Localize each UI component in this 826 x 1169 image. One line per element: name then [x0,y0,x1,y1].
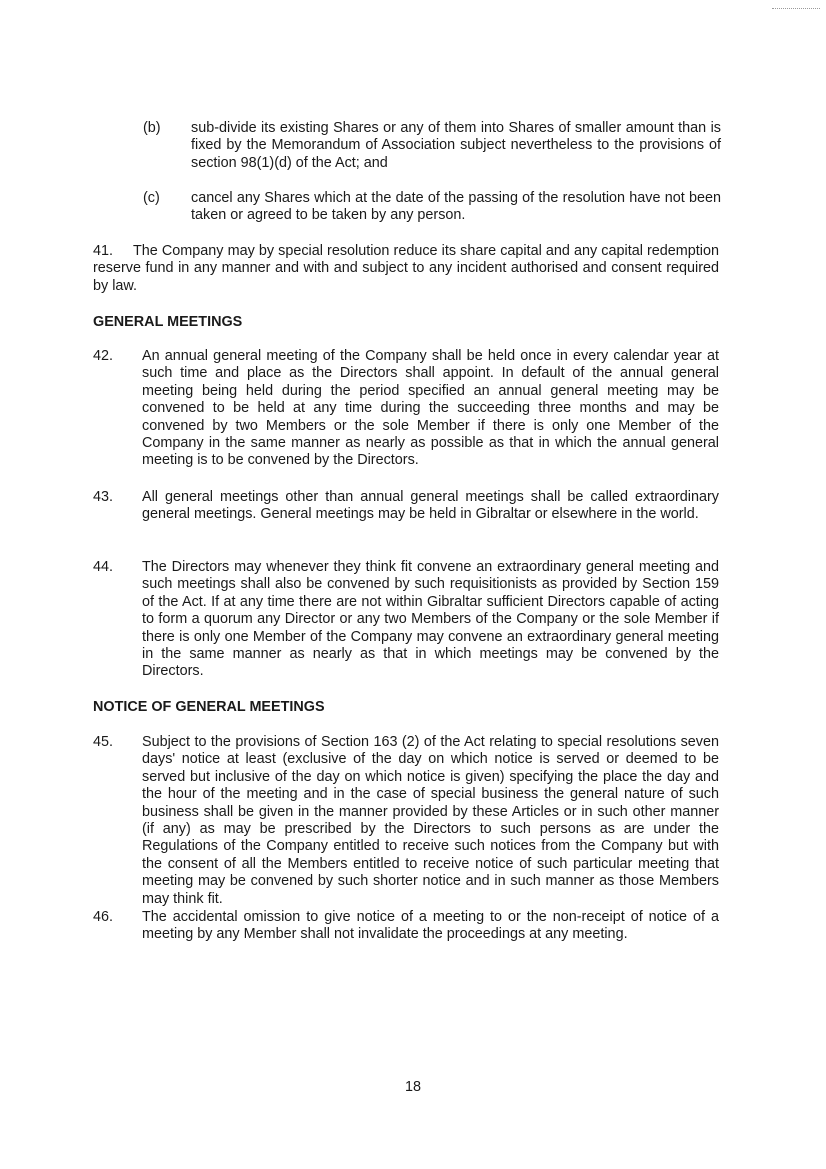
article-text: An annual general meeting of the Company shall be held once in every calendar year at such time and place as the Directors shall appoint. In default of the annual general meeting being held during the period specified an annual general meeting may be convened to be held at any time during the succeeding three months and may be convened by two Members or the sole Member if there is only one Member of the Company in the same manner as nearly as possible as that in which the annual general meeting is to be convened by the Directors. [142,348,719,469]
subclause-c [143,190,721,225]
page-number: 18 [404,1079,421,1095]
scan-corner-mark [772,8,820,9]
subclause-marker: (c) [143,190,160,206]
article-text: The Directors may whenever they think fit convene an extraordinary general meeting and such meetings shall also be convened by such requisitionists as provided by Section 159 of the Act. If at any time there are not within Gibraltar sufficient Directors capable of acting to form a quorum any Director or any two Members of the Company or the sole Member if there is only one Member of the Company may convene an extraordinary general meeting in the same manner as nearly as that in which meetings may be convened by the Directors. [142,559,719,680]
article-text: All general meetings other than annual general meetings shall be called extraordinary general meetings. General meetings may be held in Gibraltar or elsewhere in the world. [142,489,719,523]
article-44 [93,559,719,681]
article-number: 44. [93,559,114,575]
article-42 [93,348,719,470]
subclause-marker: (b) [143,120,161,136]
section-heading-notice-of-general-meetings: NOTICE OF GENERAL MEETINGS [93,699,325,715]
article-41 [93,243,719,295]
subclause-text: sub-divide its existing Shares or any of them into Shares of smaller amount than is fixed by the Memorandum of Association subject nevertheless to the provisions of section 98(1)(d) of the Act; and [191,120,721,171]
article-number: 42. [93,348,114,364]
article-text: The Company may by special resolution reduce its share capital and any capital redemption reserve fund in any manner and with and subject to any incident authorised and consent required by law. [93,243,719,294]
article-46 [93,909,719,944]
article-text: The accidental omission to give notice of a meeting to or the non-receipt of notice of a meeting by any Member shall not invalidate the proceedings at any meeting. [142,909,719,943]
article-number: 46. [93,909,114,925]
article-number: 43. [93,489,114,505]
subclause-b [143,120,721,172]
subclause-text: cancel any Shares which at the date of the passing of the resolution have not been taken or agreed to be taken by any person. [191,190,721,224]
article-text: Subject to the provisions of Section 163 (2) of the Act relating to special resolutions seven days' notice at least (exclusive of the day on which notice is served or deemed to be served but inclusive of the day on which notice is given) specifying the place the day and the hour of the meeting and in the case of special business the general nature of such business shall be given in the manner provided by these Articles or in such other manner (if any) as may be prescribed by the Directors to such persons as are under the Regulations of the Company entitled to receive such notices from the Company but with the consent of all the Members entitled to receive notice of such particular meeting that meeting may be convened by such shorter notice and in such manner as those Members may think fit. [142,734,719,907]
section-heading-general-meetings: GENERAL MEETINGS [93,314,243,330]
article-number: 45. [93,734,114,750]
article-43 [93,489,719,524]
article-number: 41. [93,243,114,259]
article-45 [93,734,719,908]
